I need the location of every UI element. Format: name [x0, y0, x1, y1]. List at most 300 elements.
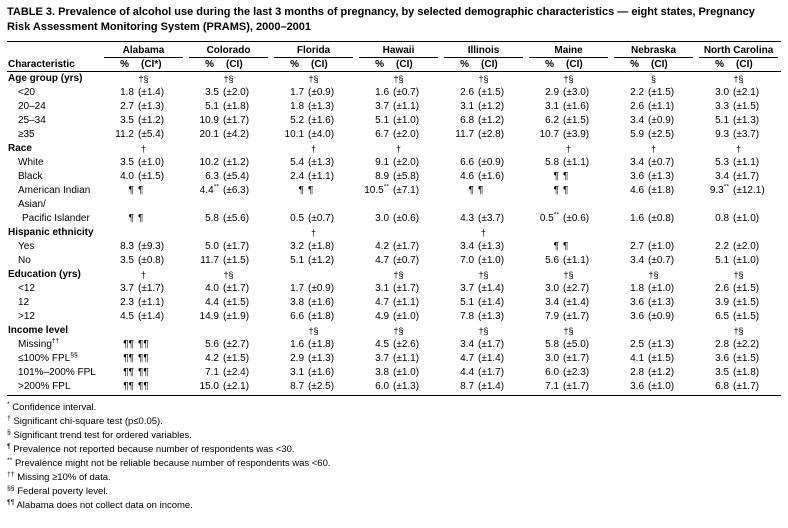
percent-cell: 3.6 [630, 311, 645, 322]
percent-cell: 6.3 [205, 171, 219, 182]
significance-marker: †§ [478, 326, 489, 336]
percent-cell: ¶¶ [101, 380, 134, 396]
percent-cell: 3.7 [460, 283, 475, 294]
percent-cell: 6.8 [696, 380, 729, 396]
ci-cell: (±1.3) [389, 380, 441, 396]
percent-cell: 4.7 [375, 255, 390, 266]
ci-cell: ¶¶ [134, 380, 186, 396]
ci-cell: (±1.2) [223, 157, 250, 168]
ci-cell: (±4.2) [223, 129, 250, 140]
ci-cell: (±1.7) [223, 283, 250, 294]
ci-cell: (±0.7) [648, 157, 675, 168]
significance-marker: † [481, 228, 487, 238]
ci-cell: (±1.0) [478, 255, 505, 266]
percent-cell: 10.7 [539, 129, 560, 140]
ci-cell: ¶ [308, 185, 314, 196]
ci-cell: (±2.1) [219, 380, 271, 396]
ci-cell: (±7.1) [393, 185, 420, 196]
ci-cell: ¶¶ [138, 353, 149, 364]
state-header-maine [526, 42, 611, 59]
state-header-north-carolina [696, 42, 781, 59]
percent-cell: 6.2 [545, 115, 560, 126]
percent-cell: 6.5 [715, 311, 730, 322]
percent-header: % [526, 58, 559, 72]
percent-cell: 4.0 [205, 283, 219, 294]
ci-cell: (±1.7) [478, 339, 505, 350]
footnote-marker: ** [723, 183, 730, 191]
percent-cell: 2.7 [630, 241, 645, 252]
section-label: Education (yrs) [8, 269, 81, 280]
percent-cell: 2.6 [715, 283, 730, 294]
percent-cell: 5.1 [290, 255, 305, 266]
significance-marker: †§ [308, 326, 319, 336]
state-header-nebraska [611, 42, 696, 59]
footnote-symbol: ¶ [7, 442, 11, 450]
footnote-symbol: ** [7, 456, 13, 464]
percent-cell: 3.4 [630, 115, 645, 126]
percent-cell: 4.5 [120, 311, 134, 322]
footnote-marker: ** [383, 183, 390, 191]
percent-cell: 4.4 [205, 297, 219, 308]
percent-cell: 1.8 [630, 283, 645, 294]
percent-cell: ¶ [468, 185, 475, 196]
table-row [7, 310, 781, 324]
section-row [7, 226, 781, 240]
percent-cell: 5.4 [290, 157, 305, 168]
significance-marker: †§ [223, 74, 234, 84]
ci-cell: (±2.2) [733, 339, 760, 350]
section-label: Age group (yrs) [8, 73, 83, 84]
percent-cell: 7.9 [545, 311, 560, 322]
percent-cell: 11.2 [115, 129, 134, 140]
section-row [7, 72, 781, 87]
ci-cell: (±1.3) [308, 101, 335, 112]
row-label: White [18, 157, 44, 168]
row-label: Pacific Islander [22, 213, 90, 224]
table-row [7, 296, 781, 310]
significance-marker [101, 324, 186, 338]
table-row [7, 184, 781, 198]
percent-cell: 3.4 [715, 171, 730, 182]
significance-marker [186, 324, 271, 338]
section-row [7, 268, 781, 282]
ci-header: (CI*) [134, 58, 186, 72]
percent-cell: 3.5 [120, 157, 134, 168]
row-label: Missing†† [18, 337, 60, 350]
percent-cell: 3.6 [630, 297, 645, 308]
significance-marker [696, 226, 781, 240]
percent-cell: 10.2 [199, 157, 219, 168]
percent-cell: 2.9 [545, 87, 560, 98]
ci-cell: (±1.5) [223, 297, 250, 308]
footnotes [7, 401, 781, 513]
ci-cell: (±1.3) [648, 297, 675, 308]
significance-marker: †§ [308, 74, 319, 84]
ci-cell [219, 198, 271, 212]
table-row [7, 282, 781, 296]
percent-header: % [611, 58, 644, 72]
ci-cell: (±1.5) [733, 101, 760, 112]
ci-cell: (±1.4) [138, 87, 165, 98]
ci-cell: ¶ [138, 185, 144, 196]
percent-cell: 5.1 [375, 115, 390, 126]
percent-cell: ¶¶ [123, 339, 134, 350]
ci-cell: (±4.0) [308, 129, 335, 140]
row-label: Asian/ [18, 199, 46, 210]
percent-cell: 3.7 [375, 353, 390, 364]
footnote-symbol: † [7, 414, 11, 422]
ci-cell: (±1.1) [563, 157, 590, 168]
ci-cell: (±3.0) [563, 87, 590, 98]
row-label: 25–34 [18, 115, 46, 126]
percent-cell: 3.0 [545, 283, 560, 294]
ci-cell: ¶ [138, 213, 144, 224]
table-row [7, 156, 781, 170]
column-header-row [7, 58, 781, 72]
section-row [7, 142, 781, 156]
ci-cell: (±1.5) [733, 283, 760, 294]
ci-cell: (±1.5) [648, 353, 675, 364]
percent-cell: 3.1 [375, 283, 390, 294]
percent-header: % [186, 58, 219, 72]
ci-header: (CI) [219, 58, 271, 72]
percent-cell [611, 198, 644, 212]
table-row [7, 240, 781, 254]
significance-marker: †§ [563, 326, 574, 336]
footnote-symbol: ¶¶ [7, 498, 15, 506]
table-row [7, 100, 781, 114]
ci-cell: (±0.7) [648, 255, 675, 266]
ci-cell: ¶¶ [138, 367, 149, 378]
percent-cell: 2.9 [290, 353, 305, 364]
ci-cell: (±1.7) [393, 283, 420, 294]
percent-cell: 2.6 [460, 87, 475, 98]
percent-cell: ¶ [298, 185, 305, 196]
percent-cell: 5.9 [630, 129, 645, 140]
ci-cell: (±1.6) [308, 297, 335, 308]
significance-marker: † [140, 144, 146, 154]
state-name-row [7, 42, 781, 59]
percent-cell [271, 198, 304, 212]
section-label: Hispanic ethnicity [8, 227, 94, 238]
significance-marker: † [140, 270, 146, 280]
ci-cell: (±1.3) [308, 353, 335, 364]
ci-cell: (±1.8) [308, 339, 335, 350]
ci-cell: (±1.2) [478, 101, 505, 112]
row-label: ≤100% FPL§§ [18, 351, 78, 364]
ci-cell: (±6.3) [223, 185, 250, 196]
percent-cell: 3.0 [545, 353, 560, 364]
percent-cell: 7.8 [460, 311, 475, 322]
ci-cell: (±1.6) [563, 101, 590, 112]
ci-cell: (±1.4) [478, 353, 505, 364]
footnote-symbol: †† [7, 470, 15, 478]
ci-cell: (±1.3) [138, 101, 165, 112]
table-row [7, 254, 781, 268]
footnote: §§ Federal poverty level. [7, 484, 109, 497]
percent-cell: 1.6 [290, 339, 305, 350]
percent-cell: 10.9 [199, 115, 219, 126]
percent-cell: 4.1 [630, 353, 645, 364]
percent-cell: 3.0 [715, 87, 730, 98]
percent-cell: 8.7 [271, 380, 304, 396]
percent-cell: 1.7 [290, 87, 305, 98]
state-name: Florida [274, 44, 353, 58]
ci-header: (CI) [304, 58, 356, 72]
percent-cell [186, 198, 219, 212]
ci-cell: (±2.7) [563, 283, 590, 294]
percent-cell: 2.6 [630, 101, 645, 112]
significance-marker: †§ [733, 326, 744, 336]
table-row [7, 352, 781, 366]
significance-marker: †§ [393, 270, 404, 280]
ci-cell: (±5.6) [223, 213, 250, 224]
prevalence-table [7, 41, 781, 396]
table-row [7, 380, 781, 396]
ci-header: (CI) [729, 58, 781, 72]
percent-cell: 6.8 [460, 115, 475, 126]
percent-cell: 2.7 [120, 101, 134, 112]
ci-cell: (±1.7) [733, 171, 760, 182]
significance-marker: † [311, 144, 317, 154]
ci-cell: (±1.3) [478, 241, 505, 252]
ci-cell [304, 198, 356, 212]
significance-marker: † [651, 144, 657, 154]
percent-cell: 4.6 [630, 185, 645, 196]
significance-marker: † [566, 144, 572, 154]
section-label: Income level [8, 325, 69, 336]
state-name: Nebraska [614, 44, 693, 58]
footnote: * Confidence interval. [7, 400, 97, 413]
ci-cell: (±1.2) [648, 367, 675, 378]
ci-cell: (±1.5) [648, 87, 675, 98]
ci-cell: (±1.9) [223, 311, 250, 322]
percent-cell: 3.4 [630, 157, 645, 168]
percent-cell: 8.7 [441, 380, 474, 396]
ci-cell: (±1.8) [308, 311, 335, 322]
ci-cell: (±1.0) [733, 213, 760, 224]
row-label: ≥35 [18, 129, 35, 140]
percent-cell: ¶ [128, 213, 134, 224]
significance-marker: †§ [733, 74, 744, 84]
ci-cell: (±2.3) [563, 367, 590, 378]
percent-cell: 4.0 [120, 171, 134, 182]
ci-cell: (±1.2) [308, 255, 335, 266]
table-row [7, 366, 781, 380]
percent-cell: 4.2 [375, 241, 390, 252]
state-header-hawaii [356, 42, 441, 59]
ci-cell: ¶¶ [138, 339, 149, 350]
percent-cell [101, 198, 134, 212]
corner-cell [7, 42, 101, 59]
significance-marker: † [311, 228, 317, 238]
significance-marker [356, 226, 441, 240]
ci-cell: (±1.5) [563, 115, 590, 126]
significance-marker [186, 142, 271, 156]
row-label: >200% FPL [7, 380, 101, 396]
footnote-marker: ** [213, 183, 219, 191]
ci-cell: (±5.4) [138, 129, 165, 140]
state-name: Maine [529, 44, 608, 58]
ci-header: (CI) [559, 58, 611, 72]
percent-cell: 3.8 [375, 367, 390, 378]
ci-cell: (±1.0) [393, 367, 420, 378]
ci-cell: (±1.0) [393, 115, 420, 126]
ci-cell: (±0.8) [648, 213, 675, 224]
ci-cell: (±1.2) [478, 115, 505, 126]
ci-cell [474, 198, 526, 212]
ci-cell: (±1.1) [393, 353, 420, 364]
percent-cell: 3.4 [630, 255, 645, 266]
state-header-illinois [441, 42, 526, 59]
percent-cell: 5.3 [715, 157, 730, 168]
table-body [7, 72, 781, 396]
significance-marker: †§ [138, 74, 149, 84]
significance-marker [611, 324, 696, 338]
table-row [7, 198, 781, 212]
ci-cell: (±2.5) [648, 129, 675, 140]
ci-cell: (±1.8) [648, 185, 675, 196]
ci-cell: (±0.9) [478, 157, 505, 168]
ci-cell: (±1.1) [733, 157, 760, 168]
percent-cell: 4.4 [460, 367, 475, 378]
state-name: Illinois [444, 44, 523, 58]
percent-cell: 7.1 [526, 380, 559, 396]
footnote-marker: §§ [70, 351, 78, 359]
percent-cell: 8.9 [375, 171, 390, 182]
significance-marker: † [396, 144, 402, 154]
ci-cell: (±1.7) [563, 311, 590, 322]
significance-marker: †§ [393, 74, 404, 84]
row-label: Yes [18, 241, 35, 252]
ci-cell: (±1.5) [733, 311, 760, 322]
footnote: † Significant chi-square test (p≤0.05). [7, 414, 163, 427]
ci-cell: (±1.7) [729, 380, 781, 396]
row-label: <12 [18, 283, 35, 294]
ci-cell: ¶ [563, 185, 569, 196]
ci-cell: (±2.4) [223, 367, 250, 378]
ci-cell [559, 198, 611, 212]
ci-cell [644, 198, 696, 212]
ci-cell: (±1.7) [478, 367, 505, 378]
ci-cell: (±1.0) [733, 255, 760, 266]
ci-cell: (±0.6) [563, 213, 590, 224]
section-row [7, 324, 781, 338]
ci-cell: (±3.9) [563, 129, 590, 140]
ci-cell: ¶ [478, 185, 484, 196]
table-header [7, 42, 781, 72]
percent-header: % [441, 58, 474, 72]
ci-cell: (±1.4) [478, 283, 505, 294]
ci-cell: (±1.7) [223, 115, 250, 126]
ci-cell: (±1.4) [478, 297, 505, 308]
ci-cell: (±1.5) [733, 297, 760, 308]
ci-cell: (±2.6) [393, 339, 420, 350]
ci-cell: (±0.9) [308, 283, 335, 294]
percent-cell: 15.0 [186, 380, 219, 396]
percent-cell: 5.6 [545, 255, 560, 266]
ci-cell: (±9.3) [138, 241, 165, 252]
percent-cell: 4.6 [460, 171, 475, 182]
percent-cell: 8.3 [120, 241, 134, 252]
percent-header: % [101, 58, 134, 72]
percent-cell: 4.2 [205, 353, 219, 364]
footnote: ¶¶ Alabama does not collect data on income. [7, 498, 193, 511]
ci-cell: (±5.0) [563, 339, 590, 350]
ci-cell: (±1.8) [223, 101, 250, 112]
percent-cell: 4.3 [460, 213, 475, 224]
ci-cell: (±1.4) [138, 311, 165, 322]
state-header-colorado [186, 42, 271, 59]
percent-cell [441, 198, 474, 212]
ci-cell: (±2.0) [223, 87, 250, 98]
percent-cell: 3.3 [715, 101, 730, 112]
ci-cell: (±2.0) [733, 241, 760, 252]
percent-cell: 7.0 [460, 255, 475, 266]
percent-cell: 5.1 [460, 297, 475, 308]
ci-cell: (±1.5) [138, 171, 165, 182]
percent-cell: 14.9 [199, 311, 219, 322]
footnote-marker: ** [553, 211, 560, 219]
table-row [7, 338, 781, 352]
ci-header: (CI) [644, 58, 696, 72]
row-label: American Indian [18, 185, 91, 196]
percent-cell: 0.5 [290, 213, 305, 224]
ci-cell: (±3.7) [478, 213, 505, 224]
percent-cell: 5.8 [545, 157, 560, 168]
ci-cell: (±2.8) [478, 129, 505, 140]
ci-cell: (±1.0) [648, 241, 675, 252]
significance-marker [186, 226, 271, 240]
percent-cell: 9.3 [715, 129, 730, 140]
significance-marker: †§ [223, 270, 234, 280]
percent-cell: 5.1 [205, 101, 219, 112]
percent-cell: ¶ [128, 185, 134, 196]
significance-marker: †§ [648, 270, 659, 280]
percent-cell: 5.2 [290, 115, 305, 126]
percent-cell: 11.7 [200, 255, 219, 266]
row-label: >12 [18, 311, 35, 322]
state-header-florida [271, 42, 356, 59]
percent-header: % [271, 58, 304, 72]
ci-cell: (±1.2) [138, 115, 165, 126]
percent-cell: 4.4** [199, 183, 219, 196]
ci-cell: (±1.7) [393, 241, 420, 252]
percent-cell: 4.7 [375, 297, 390, 308]
percent-cell: 3.5 [120, 115, 134, 126]
ci-header: (CI) [474, 58, 526, 72]
ci-cell: (±1.3) [648, 171, 675, 182]
ci-cell [134, 198, 186, 212]
table-row [7, 212, 781, 226]
percent-cell: 3.5 [205, 87, 219, 98]
ci-cell: (±12.1) [733, 185, 765, 196]
ci-cell: (±1.0) [138, 157, 165, 168]
percent-cell: 3.1 [545, 101, 560, 112]
percent-cell: 3.4 [545, 297, 560, 308]
percent-cell: 5.1 [715, 255, 730, 266]
percent-cell [356, 198, 389, 212]
ci-cell: (±2.0) [393, 157, 420, 168]
significance-marker: § [651, 74, 657, 84]
significance-marker [101, 226, 186, 240]
percent-cell: 3.0 [375, 213, 390, 224]
ci-cell: (±1.5) [223, 255, 250, 266]
row-label: 101%–200% FPL [18, 367, 96, 378]
row-label: No [18, 255, 31, 266]
significance-marker [526, 226, 611, 240]
percent-cell: 1.6 [630, 213, 645, 224]
